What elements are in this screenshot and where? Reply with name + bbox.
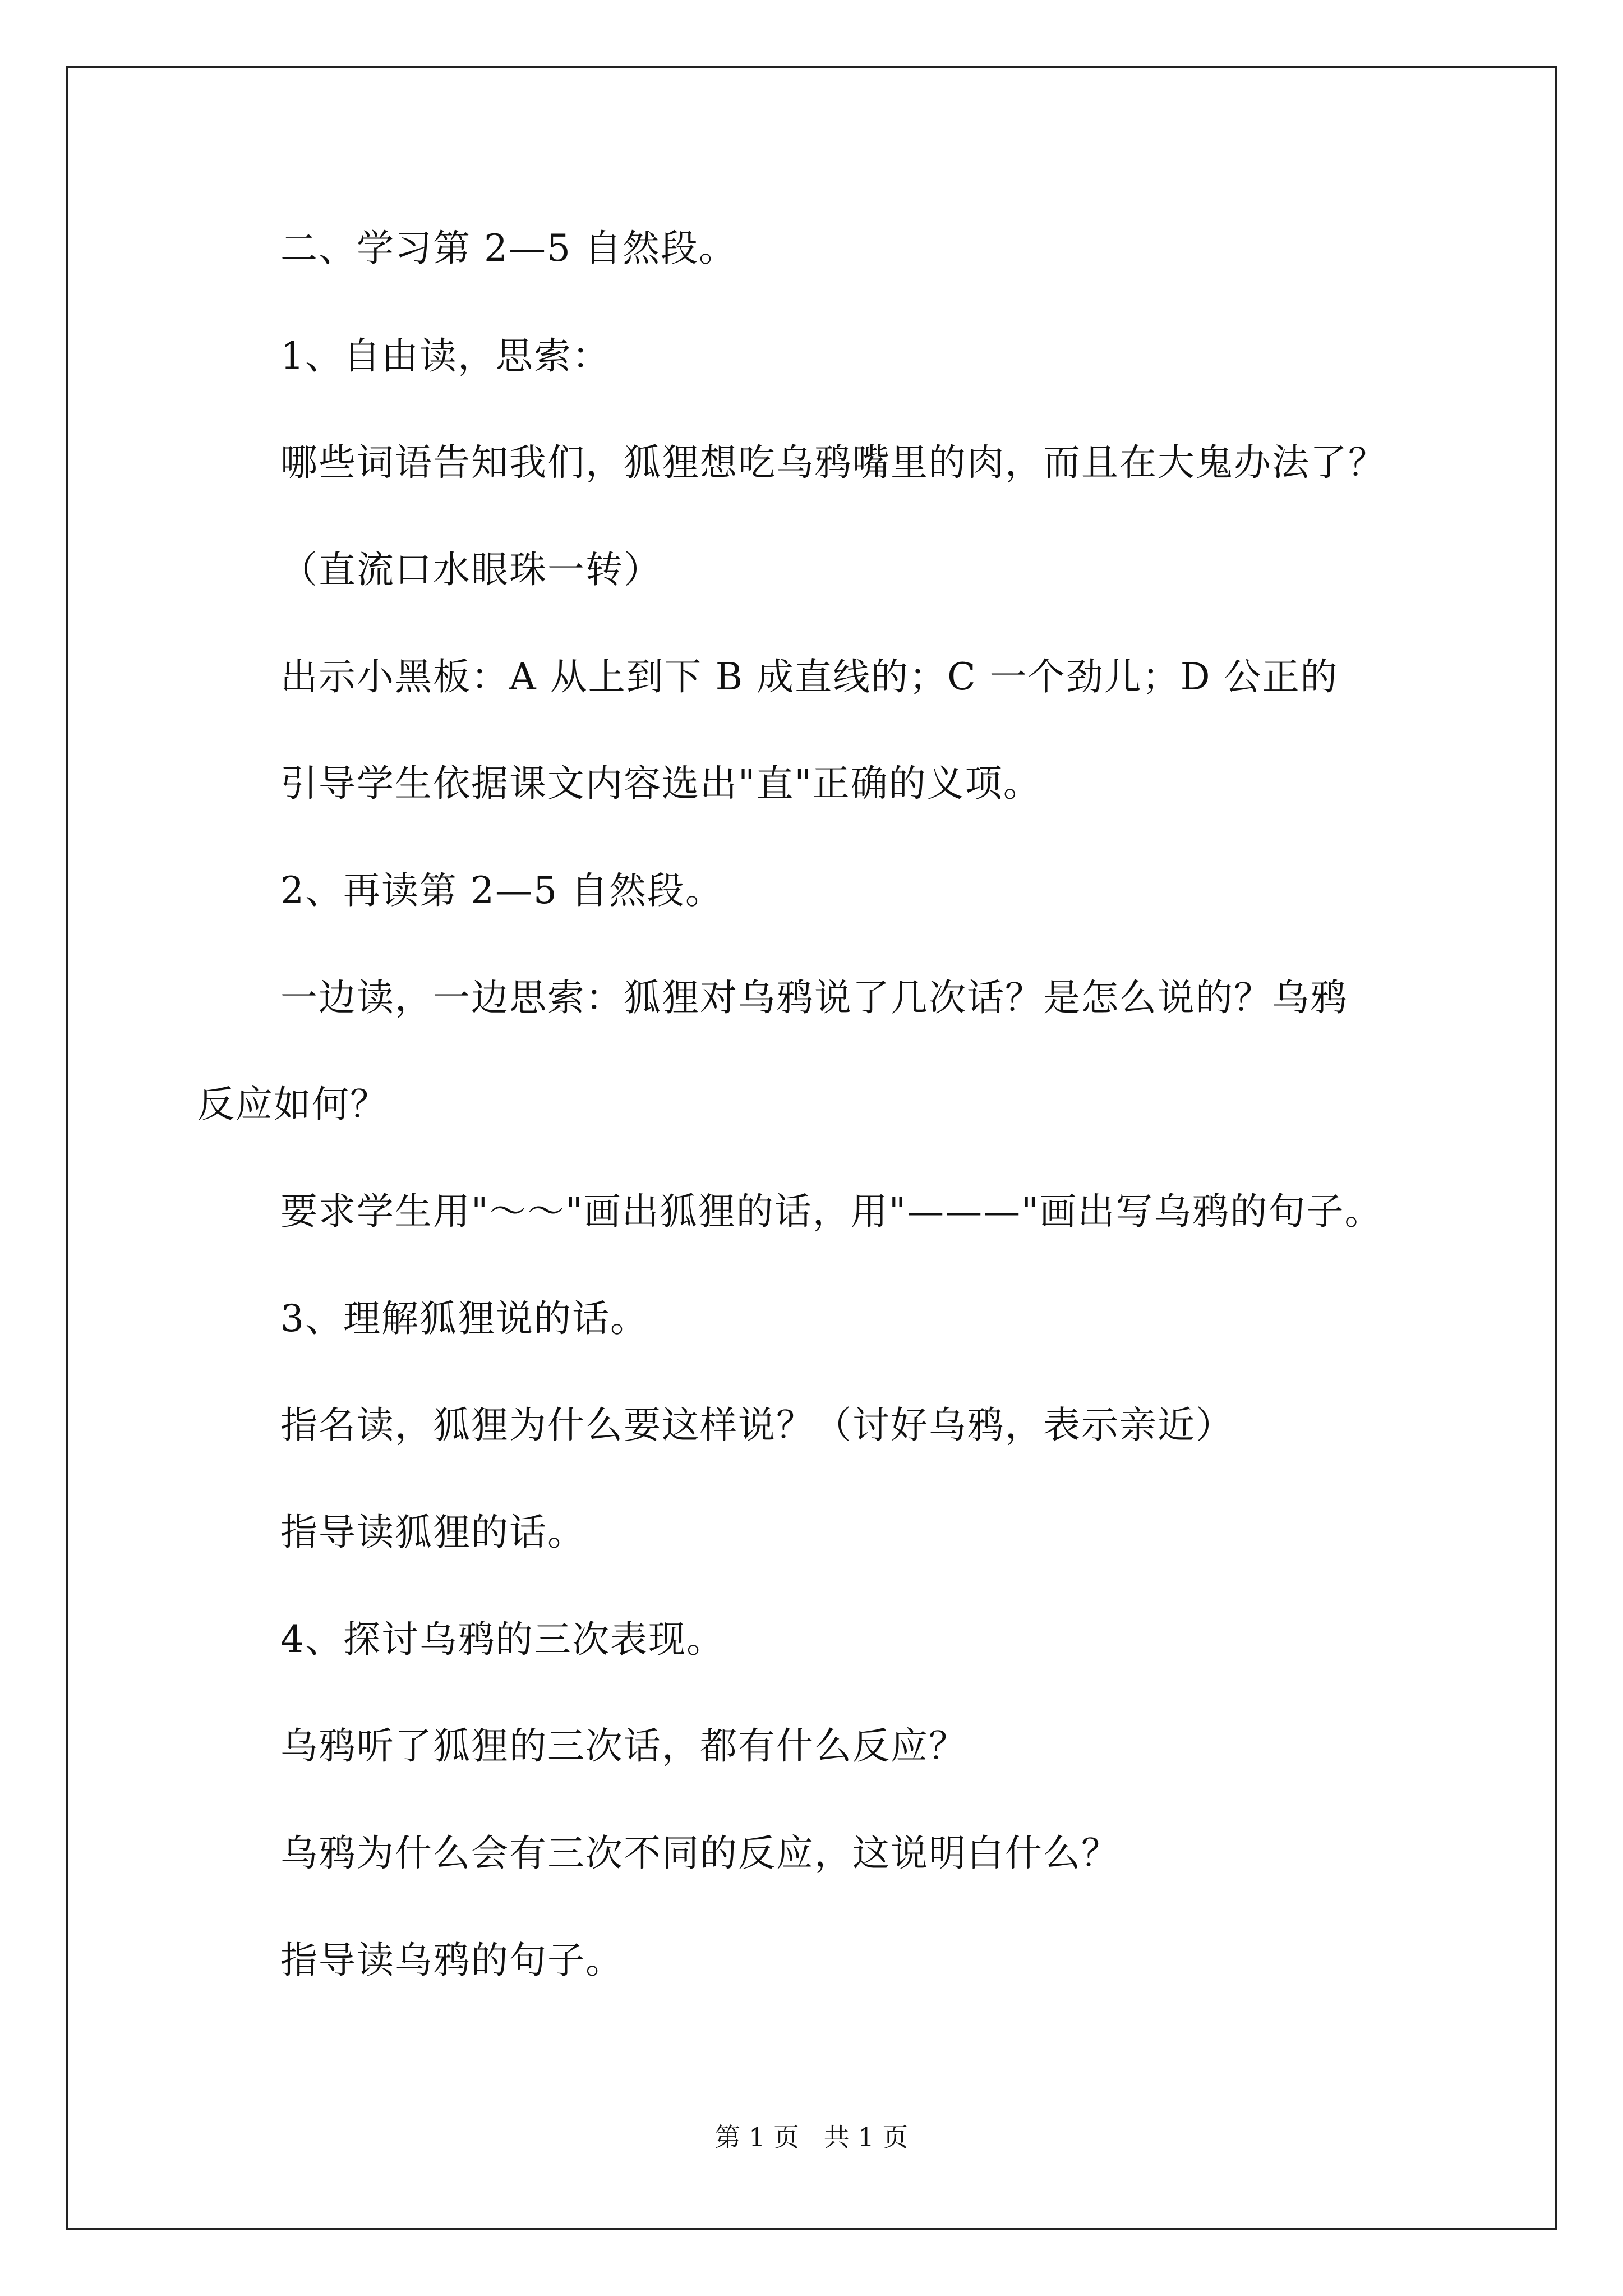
paragraph: 一边读，一边思索：狐狸对乌鸦说了几次话？是怎么说的？乌鸦 [280,976,1348,1019]
paragraph: 要求学生用"～～"画出狐狸的话，用"———"画出写乌鸦的句子。 [280,1190,1383,1233]
paragraph: 引导学生依据课文内容选出"直"正确的义项。 [280,762,1041,805]
paragraph: 二、学习第 2—5 自然段。 [280,227,737,270]
paragraph: 1、自由读，思索： [280,334,610,378]
paragraph: 哪些词语告知我们，狐狸想吃乌鸦嘴里的肉，而且在大鬼办法了？ [280,441,1386,484]
paragraph: （直流口水眼珠一转） [280,548,662,591]
paragraph: 2、再读第 2—5 自然段。 [280,869,723,912]
paragraph: 3、理解狐狸说的话。 [280,1297,648,1340]
paragraph: 指名读，狐狸为什么要这样说？（讨好乌鸦，表示亲近） [280,1404,1234,1447]
paragraph: 乌鸦听了狐狸的三次话，都有什么反应？ [280,1724,967,1768]
paragraph: 指导读狐狸的话。 [280,1511,585,1554]
paragraph-continuation: 反应如何？ [197,1083,388,1126]
paragraph: 4、探讨乌鸦的三次表现。 [280,1618,725,1661]
paragraph: 指导读乌鸦的句子。 [280,1939,624,1982]
paragraph: 出示小黑板：A 从上到下 B 成直线的；C 一个劲儿；D 公正的 [280,655,1339,698]
paragraph: 乌鸦为什么会有三次不同的反应，这说明白什么？ [280,1832,1119,1875]
page-number-footer: 第 1 页 共 1 页 [714,2122,909,2152]
page-frame [66,66,1557,2230]
